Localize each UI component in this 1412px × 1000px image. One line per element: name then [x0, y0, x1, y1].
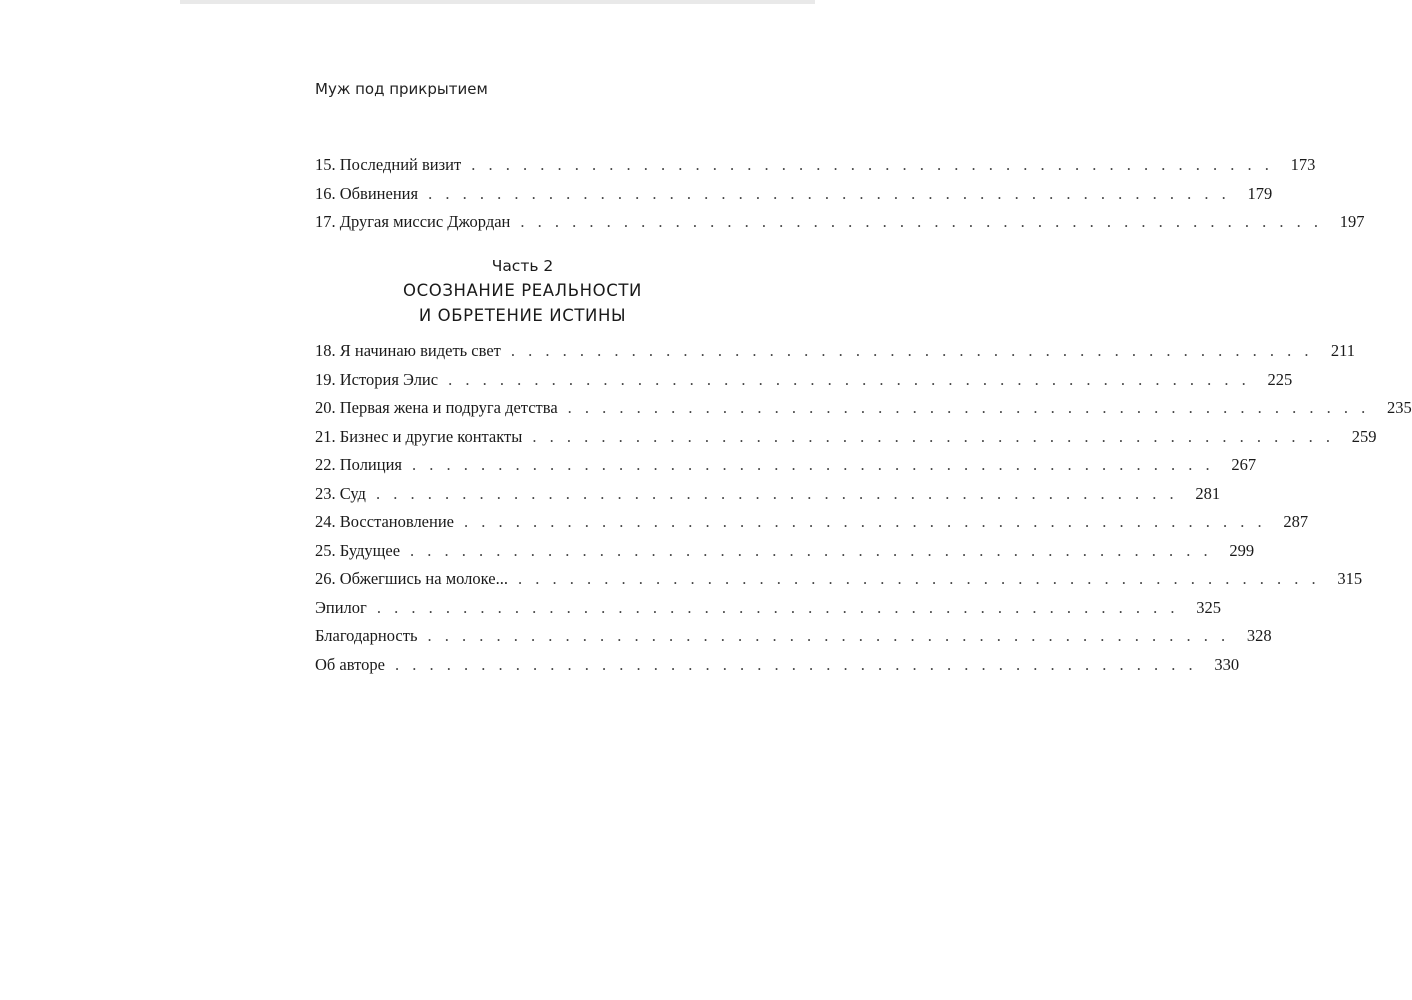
toc-entry	[315, 565, 1363, 594]
toc-entry	[315, 508, 1309, 537]
toc-list-part2	[315, 337, 1412, 679]
toc-entry	[315, 451, 1257, 480]
toc-entry-page: 328	[1246, 626, 1272, 645]
dot-leader: . . . . . . . . . . . . . . . . . . . . . . . . . . . . . . . . . . . . . . . . . . . . . . .	[394, 654, 1198, 674]
toc-entry	[315, 594, 1221, 623]
toc-entry-page: 299	[1229, 540, 1255, 560]
page-top-edge	[180, 0, 815, 4]
toc-entry-page: 179	[1247, 183, 1273, 203]
toc-entry	[315, 651, 1240, 680]
toc-entry-title: 22. Полиция	[315, 455, 403, 474]
toc-entry-page: 211	[1330, 341, 1355, 360]
toc-entry-title: 20. Первая жена и подруга детства	[315, 398, 558, 417]
toc-entry	[315, 394, 1412, 423]
toc-entry-page: 225	[1267, 369, 1293, 389]
part-title-line2: И ОБРЕТЕНИЕ ИСТИНЫ	[418, 306, 627, 325]
toc-entry-title: 16. Обвинения	[315, 183, 419, 203]
dot-leader: . . . . . . . . . . . . . . . . . . . . . . . . . . . . . . . . . . . . . . . . . . . . . . .	[448, 369, 1251, 389]
toc-list-part1	[315, 151, 1365, 237]
toc-entry-page: 173	[1290, 155, 1316, 174]
dot-leader: . . . . . . . . . . . . . . . . . . . . . . . . . . . . . . . . . . . . . . . . . . . . . . .	[520, 212, 1323, 231]
dot-leader: . . . . . . . . . . . . . . . . . . . . . . . . . . . . . . . . . . . . . . . . . . . . . . .	[567, 398, 1370, 417]
toc-entry-title: 21. Бизнес и другие контакты	[315, 426, 523, 446]
toc-entry	[315, 423, 1377, 452]
toc-entry-title: 26. Обжегшись на молоке...	[315, 569, 508, 588]
toc-entry-page: 315	[1337, 569, 1363, 588]
dot-leader: . . . . . . . . . . . . . . . . . . . . . . . . . . . . . . . . . . . . . . . . . . . . . . .	[376, 597, 1179, 617]
dot-leader: . . . . . . . . . . . . . . . . . . . . . . . . . . . . . . . . . . . . . . . . . . . . . . .	[471, 155, 1274, 174]
toc-entry-title: Благодарность	[315, 626, 418, 645]
toc-entry-title: 18. Я начинаю видеть свет	[315, 341, 501, 360]
toc-entry-page: 330	[1214, 654, 1240, 674]
dot-leader: . . . . . . . . . . . . . . . . . . . . . . . . . . . . . . . . . . . . . . . . . . . . . . .	[375, 483, 1179, 503]
toc-entry	[315, 622, 1272, 651]
toc-entry-title: 19. История Элис	[315, 369, 439, 389]
part-label: Часть 2	[491, 257, 554, 275]
toc-entry	[315, 151, 1316, 180]
dot-leader: . . . . . . . . . . . . . . . . . . . . . . . . . . . . . . . . . . . . . . . . . . . . . . .	[410, 540, 1213, 560]
toc-entry-page: 267	[1231, 455, 1257, 474]
part-heading	[315, 254, 730, 328]
toc-entry-page: 281	[1195, 483, 1221, 503]
dot-leader: . . . . . . . . . . . . . . . . . . . . . . . . . . . . . . . . . . . . . . . . . . . . . . .	[464, 512, 1267, 531]
dot-leader: . . . . . . . . . . . . . . . . . . . . . . . . . . . . . . . . . . . . . . . . . . . . . . .	[517, 569, 1321, 588]
toc-entry-page: 287	[1283, 512, 1309, 531]
toc-entry-title: Об авторе	[315, 654, 385, 674]
toc-entry	[315, 480, 1221, 509]
toc-entry-title: 23. Суд	[315, 483, 366, 503]
toc-entry-page: 325	[1196, 597, 1221, 617]
toc-entry-title: Эпилог	[315, 597, 367, 617]
toc-entry	[315, 366, 1293, 395]
part-title-line1: ОСОЗНАНИЕ РЕАЛЬНОСТИ	[403, 281, 642, 300]
toc-entry-page: 235	[1387, 398, 1412, 417]
toc-entry	[315, 180, 1273, 209]
toc-entry-title: 15. Последний визит	[315, 155, 462, 174]
toc-entry-page: 259	[1351, 426, 1377, 446]
toc-entry-title: 24. Восстановление	[315, 512, 454, 531]
dot-leader: . . . . . . . . . . . . . . . . . . . . . . . . . . . . . . . . . . . . . . . . . . . . . . .	[428, 183, 1231, 203]
toc-entry-page: 197	[1339, 212, 1365, 231]
toc-entry-title: 25. Будущее	[315, 540, 401, 560]
toc-entry	[315, 208, 1365, 237]
running-header: Муж под прикрытием	[315, 80, 488, 98]
dot-leader: . . . . . . . . . . . . . . . . . . . . . . . . . . . . . . . . . . . . . . . . . . . . . . .	[427, 626, 1230, 645]
toc-entry	[315, 337, 1355, 366]
toc-entry	[315, 537, 1255, 566]
dot-leader: . . . . . . . . . . . . . . . . . . . . . . . . . . . . . . . . . . . . . . . . . . . . . . .	[532, 426, 1335, 446]
toc-entry-title: 17. Другая миссис Джордан	[315, 212, 511, 231]
dot-leader: . . . . . . . . . . . . . . . . . . . . . . . . . . . . . . . . . . . . . . . . . . . . . . .	[510, 341, 1313, 360]
dot-leader: . . . . . . . . . . . . . . . . . . . . . . . . . . . . . . . . . . . . . . . . . . . . . . .	[412, 455, 1215, 474]
